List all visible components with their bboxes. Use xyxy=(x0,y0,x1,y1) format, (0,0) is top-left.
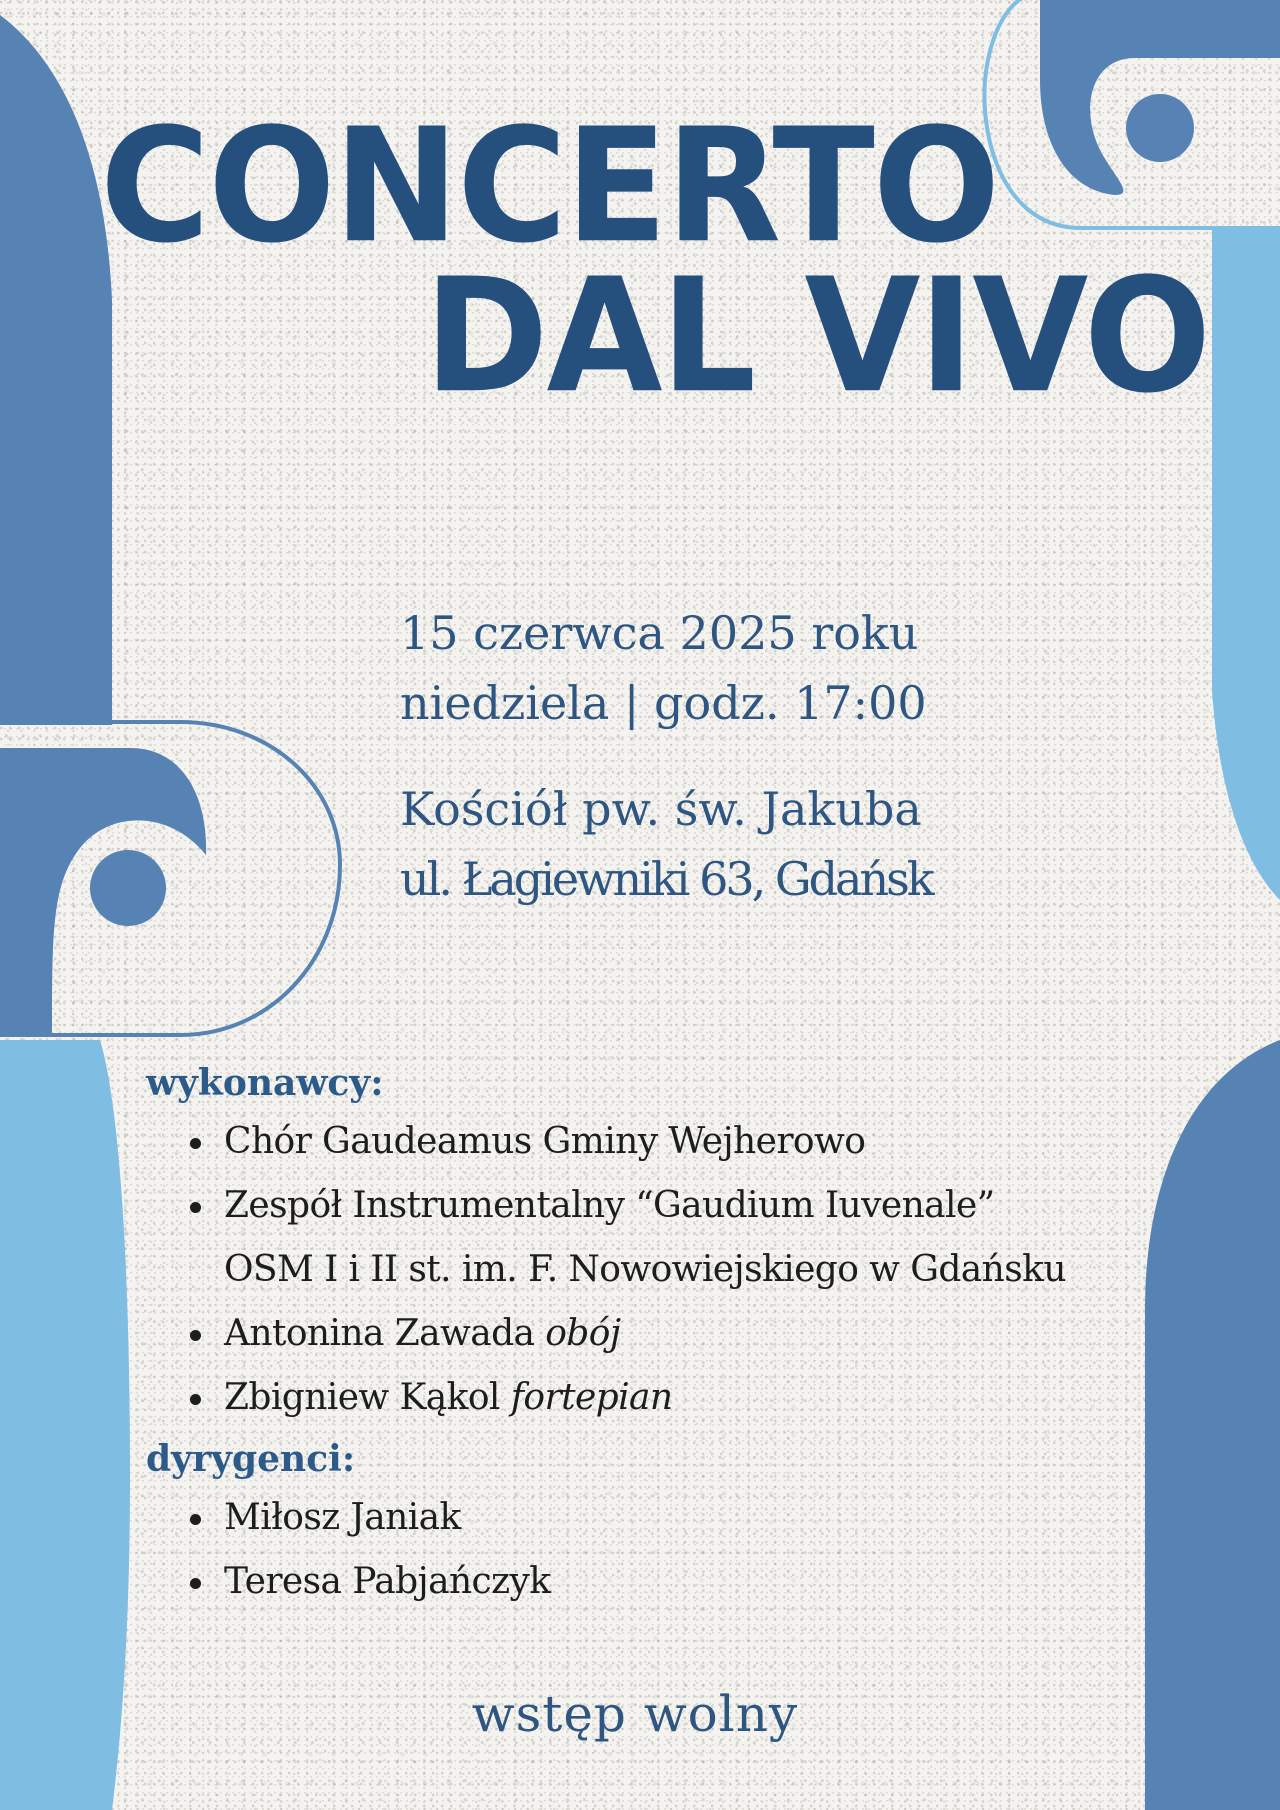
performer-name: Zespół Instrumentalny “Gaudium Iuvenale” xyxy=(224,1185,995,1226)
performer-affiliation: OSM I i II st. im. F. Nowowiejskiego w Gdańsku xyxy=(224,1249,1066,1290)
title-line-1: CONCERTO xyxy=(100,95,999,279)
list-item xyxy=(146,1366,1156,1430)
performers-heading: wykonawcy: xyxy=(146,1062,384,1104)
conductor-name: Teresa Pabjańczyk xyxy=(224,1561,551,1602)
performers-list xyxy=(146,1110,1156,1430)
event-day-time: niedziela | godz. 17:00 xyxy=(400,676,927,730)
title-line-2: DAL VIVO xyxy=(424,245,1210,429)
event-date: 15 czerwca 2025 roku xyxy=(400,606,919,660)
event-info xyxy=(400,598,1020,914)
list-item xyxy=(146,1550,1156,1614)
performer-name: Zbigniew Kąkol xyxy=(224,1377,511,1418)
event-venue: Kościół pw. św. Jakuba xyxy=(400,782,922,836)
conductors-list xyxy=(146,1486,1156,1614)
spacer xyxy=(400,738,1020,774)
list-item xyxy=(146,1174,1156,1302)
performer-name: Chór Gaudeamus Gminy Wejherowo xyxy=(224,1121,866,1162)
left-spiral-ornament-icon xyxy=(0,722,340,1035)
left-blue-column xyxy=(0,15,112,725)
list-item xyxy=(146,1110,1156,1174)
lineup xyxy=(146,1060,1156,1620)
performer-instrument: obój xyxy=(545,1313,621,1354)
conductor-name: Miłosz Janiak xyxy=(224,1497,461,1538)
top-right-spiral-ornament-icon xyxy=(984,0,1280,228)
performer-name: Antonina Zawada xyxy=(224,1313,546,1354)
admission-note: wstęp wolny xyxy=(471,1685,799,1743)
event-address: ul. Łagiewniki 63, Gdańsk xyxy=(400,852,932,906)
right-light-column xyxy=(1212,230,1280,900)
performer-instrument: fortepian xyxy=(510,1377,673,1418)
list-item xyxy=(146,1486,1156,1550)
list-item xyxy=(146,1302,1156,1366)
conductors-heading: dyrygenci: xyxy=(146,1438,356,1480)
